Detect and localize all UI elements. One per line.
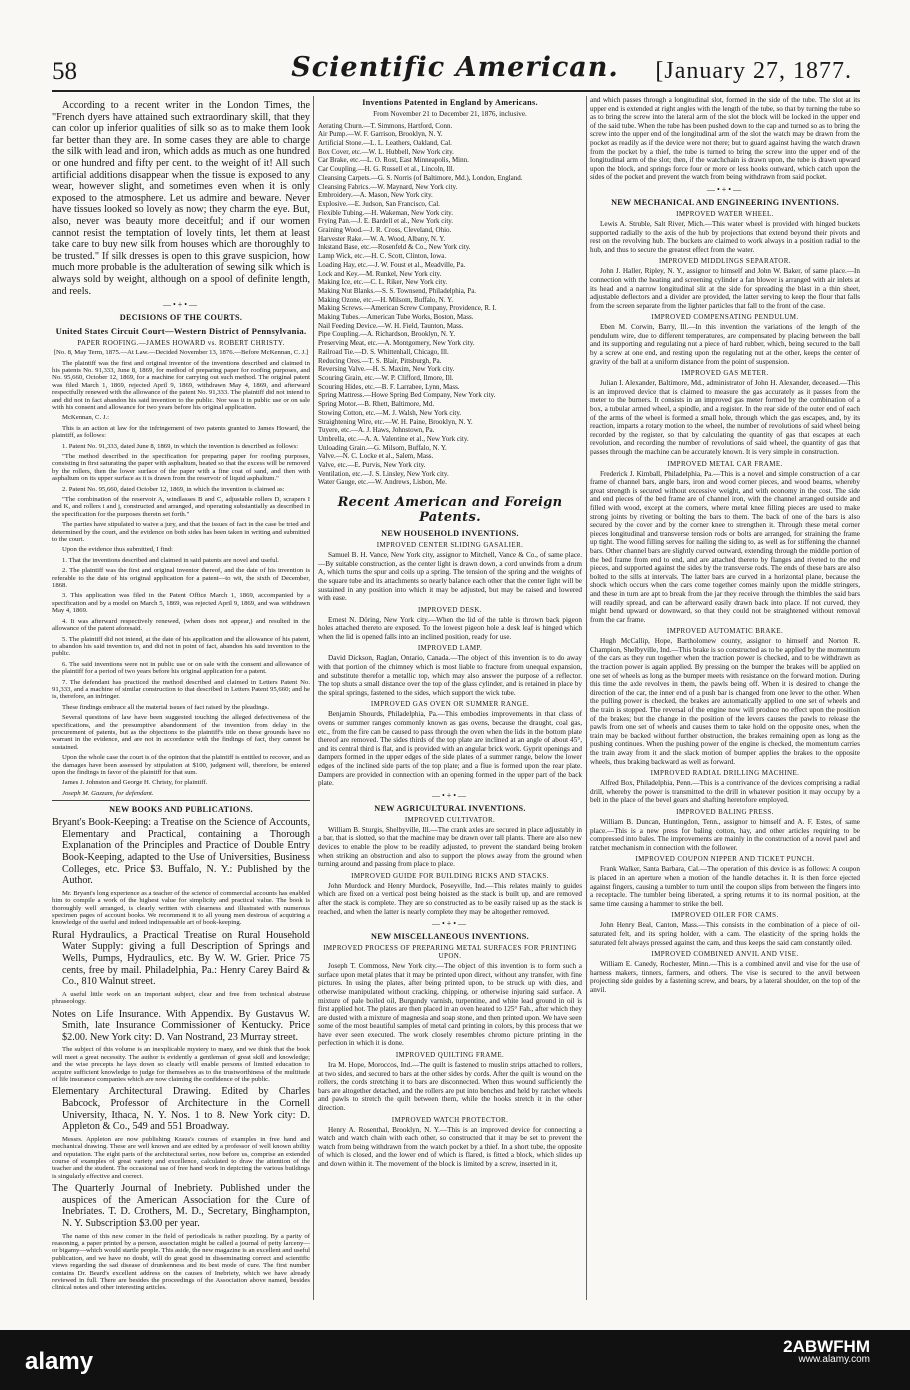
case-body (52, 360, 310, 798)
miscellaneous-heading: NEW MISCELLANEOUS INVENTIONS. (370, 932, 529, 942)
book-review: Mr. Bryant's long experience as a teacher of the science of commercial accounts has enabled him to compile a work of the highest value for simplicity and practical value. The book is thoroughly well arranged, is clearly written with clearness and illustrated with numerous specimen pages of account books. We recommend it to all young men desirous of acquiring a knowledge of the useful and indeed indispensable art of book-keeping. (52, 889, 310, 927)
case-paragraph: James J. Johnston and George H. Christy, for plaintiff. (62, 779, 208, 787)
patent-entry: Water Gauge, etc.—W. Andrews, Lisbon, Me. (318, 478, 447, 487)
invention-title: IMPROVED METAL CAR FRAME. (667, 459, 783, 468)
invention-title: IMPROVED WATER WHEEL. (676, 209, 774, 218)
issue-date: [January 27, 1877. (655, 58, 852, 84)
case-paragraph: 6. The said inventions were not in public use or on sale with the consent and allowance of the plaintiff for a period of two years before his original application for a patent. (52, 660, 310, 676)
patent-entry: Box Cover, etc.—W. L. Hubbell, New York city. (318, 147, 454, 156)
invention-text: Eben M. Corwin, Barry, Ill.—In this invention the variations of the length of the pendulum wire, due to different temperatures, are compensated by placing between the ball and its supporting and regulating nut a piece of hard rubber, which, being secured to the ball by a screw at one end, and resting upon the regulating nut at the other, keeps the center of gravity of the ball at a uniform distance from the point of suspension. (590, 323, 860, 366)
header-rule (52, 90, 860, 92)
case-paragraph: 5. The plaintiff did not intend, at the date of his application and the allowance of his patent, to abandon his said invention to, and did not in point of fact, abandon his said invention to the public. (52, 635, 310, 658)
alamy-logo: alamy (25, 1348, 94, 1375)
invention-text: Alfred Box, Philadelphia, Penn.—This is a contrivance of the devices comprising a radial drill, whereby the power is transmitted to the drill in whatever position it may occupy by a belt in the place of the bevel gears and shafting heretofore employed. (590, 779, 860, 805)
invention-title: IMPROVED AUTOMATIC BRAKE. (666, 627, 784, 636)
invention-title: IMPROVED GAS METER. (681, 369, 769, 378)
ornament-divider: —•+•— (431, 790, 469, 800)
case-paragraph: The plaintiff was the first and original inventor of the inventions described and claimed in his patents No. 91,333, June 8, 1869, for method of preparing paper for roofing purposes, and No. 95,660, October 12, 1869, for a machine for carrying out such method. The original patent was filed March 1, 1869, rejected April 9, 1869, withdrawn May 4, 1869, and afterward respectfully renewed with the allowance of the patent No. 91,333. The plaintiff did not intend to and did not in fact abandon his said invention to the public. Nor was it in public use or on sale with his consent and allowance for two years before his original application. (52, 359, 310, 411)
case-paragraph: Several questions of law have been suggested touching the alleged defectiveness of the specifications, and the presumptive abandonment of the invention from delay in the procurement of patents, but as the objections to the plaintiff's title on these grounds have no warrant in the evidence, and are not in accordance with the findings of fact, they cannot be sustained. (52, 714, 310, 751)
column-1 (52, 96, 310, 1304)
invention-text: Hugh McCallip, Hope, Bartholomew county, assignor to himself and Norton R. Champion, Shelbyville, Ind.—This brake is so constructed as to be applied by the momentum of the cars as they run together when the traction power is checked, and to be withdrawn as the traction power is again applied. By pressing on the bumper the brakes will be applied on one set of wheels as long as the bumper meets with resistance on the forward motion. During this time the axle revolves in them, the pawls being off. When it is desired to change the direction of the car, the inner end of a push bar is changed from one lever to the other. When the pulling power is checked, the brakes are automatically applied to one set of wheels and the train is stopped. The reversal of the engine now will produce no effect upon the position of the brakes; but the change in the position of the levers causes the pawls to release the pawls from one set of wheels and causes them to take hold on the opposite ones, when the train may be backed without further obstruction, the brakes remaining open as long as the pushing continues. When the pushing power of the engine is checked, the momentum carries the train away from it and the slack motion of bumper applies the brakes to the opposite wheels, thus braking backward as well as forward. (590, 637, 860, 766)
invention-title: IMPROVED GUIDE FOR BUILDING RICKS AND STACKS. (351, 871, 549, 880)
patent-entry: Straightening Wire, etc.—W. H. Paine, Brooklyn, N. Y. (318, 417, 473, 426)
alamy-watermark-bar (0, 1330, 910, 1390)
invention-title: IMPROVED OILER FOR CAMS. (671, 911, 779, 920)
invention-text: Joseph T. Commoss, New York city.—The object of this invention is to form such a surface upon metal plates that it may be printed upon direct, without any transfer, with fine pictures. In using the plates, after being printed upon, to be struck up with dies, and otherwise manipulated without cracking, chipping, or otherwise injuring said surface. A mixture of pale boiled oil, Burgundy varnish, turpentine, and white lead ground in oil is first applied hot. The plates are then placed in an oven heated to 125° Fah., after which they are dusted with a mixture of magnesia and soap stone, and then printed upon. We have seen some of the most beautiful samples of metal card printing in colors, by this process that we have ever seen executed. The work closely resembles chromo picture printing in the perfection in which it is done. (318, 962, 582, 1048)
column-divider (313, 96, 314, 1300)
book-review: Messrs. Appleton are now publishing Kraus's courses of examples in free hand and mechanical drawing. These are well known and are edited by a professor of well known ability and reputation. The eight parts of the architectural series, now before us, comprise an extended course of examples of great variety and excellence, calculated to draw the attention of the teacher and the student. The occasional use of free hand work in depicting the various buildings is singularly effective and correct. (52, 1135, 310, 1180)
invention-title: IMPROVED QUILTING FRAME. (395, 1051, 505, 1060)
book-title: Notes on Life Insurance. With Appendix. By Gustavus W. Smith, late Insurance Commissioner of Kentucky. Price $2.00. New York city: D. Van Nostrand, 23 Murray street. (52, 1008, 310, 1043)
invention-title: IMPROVED GAS OVEN OR SUMMER RANGE. (370, 700, 530, 709)
patent-entry: Ventilation, etc.—J. S. Linsley, New York city. (318, 469, 449, 478)
patent-entry: Making Tubes.—American Tube Works, Boston, Mass. (318, 313, 474, 322)
case-paragraph: The parties have stipulated to waive a jury, and that the issues of fact in the case be tried and determined by the court, and the evidence on both sides has been taken in writing and submitted to the court. (52, 521, 310, 544)
invention-text: Samuel B. H. Vance, New York city, assignor to Mitchell, Vance & Co., of same place.—By suitable construction, as the center light is drawn down, a cord unwinds from a drum A, which turns the spur and coils up a spring. The tension of the spring and the weights of the square tube and its attachments so nearly balance each other that the center light will be sustained in any position into which it may be adjusted, but may be raised and lowered with ease. (318, 551, 582, 603)
case-paragraph: 7. The defendant has practiced the method described and claimed in Letters Patent No. 91,333, and a machine of similar construction to that described in Letters Patent 95,660; and he is, therefore, an infringer. (52, 678, 310, 701)
invention-text: William B. Sturgis, Shelbyville, Ill.—The crank axles are secured in place adjustably in a bar, that is slotted, so that the machine may be drawn over tall plants. There are also new devices to enable the plow to be readily adjusted, to prevent the standard being broken when striking an obstruction and also to support the plows away from the ground when turning around and passing from place to place. (318, 825, 582, 869)
invention-text: Benjamin Shourds, Philadelphia, Pa.—This embodies improvements in that class of ovens or summer ranges commonly known as gas ovens, because the draught, coal gas, etc., from the fire can be caused to pass through the oven when the lids in the bottom plate thereof are removed. The sides thirds of the top plate are inclined at an angle of about 45°, and its central third is flat, and is provided with an angular brick work. Gyprit openings and dampers formed in the upper edges of the side plates of a summer range, below the lower edges of the inclined side parts of the top plate; and a flue is formed upon the rear plate. Dampers are provided in connection with an opening formed in the upper part of the back plate. (318, 710, 582, 788)
invention-text: Frank Walker, Santa Barbara, Cal.—The operation of this device is as follows: A coupon is placed in an aperture when a motion of the handle detaches it. It is then force ejected against fingers, causing a tumbler to turn until the coupon slips from between the fingers into a receptacle. The tumbler being liberated, a spring returns it to its normal position, at the same time causing a hammer to strike the bell. (590, 865, 860, 908)
book-review: The name of this new comer in the field of periodicals is rather puzzling. By a parity of reasoning, a paper printed by a person, association might be called a journal of petty larceny—or bigamy—which would startle people. This aside, the new magazine is an excellent and useful publication, and we have no doubt, will do great good in disseminating correct and scientific views regarding the sad disease of drunkenness and its best mode of cure. The first number contains Dr. Beard's excellent address on the causes of Inebriety, which we have already reviewed in full. There are besides the proceedings of the Association above named, besides clinical notes and other interesting articles. (52, 1232, 310, 1292)
patent-entry: Umbrella, etc.—A. A. Valentine et al., New York city. (318, 434, 469, 443)
patent-entry: Preserving Meat, etc.—A. Montgomery, New York city. (318, 339, 475, 348)
masthead-title: Scientific American. (291, 52, 619, 83)
patent-entry: Making Ice, etc.—C. L. Riker, New York city. (318, 278, 448, 287)
patent-entry: Harvester Rake.—W. A. Wood, Albany, N. Y. (318, 234, 446, 243)
case-term: [No. 8, May Term, 1875.—At Law.—Decided November 13, 1876.—Before McKennan, C. J.] (53, 349, 309, 357)
invention-title: IMPROVED RADIAL DRILLING MACHINE. (650, 769, 800, 778)
invention-title: IMPROVED LAMP. (417, 644, 483, 653)
invention-text: John Henry Beal, Canton, Mass.—This consists in the combination of a piece of oil-saturated felt, and its spring holder, with a cam. The elasticity of the spring holds the saturated felt always pressed against the cam, and thus keeps the said cam constantly oiled. (590, 921, 860, 947)
patent-entry: Embroidery.—A. Mason, New York city. (318, 191, 433, 200)
invention-title: IMPROVED DESK. (418, 605, 482, 614)
recent-patents-heading: Recent American and Foreign Patents. (337, 495, 563, 526)
case-paragraph: "The method described in the specification for preparing paper for roofing purposes, consisting in first saturating the paper with asphaltum, heated so that the excess will be removed by the rollers, then the lower surface of the paper with a fine coat of sand, and then with asphaltum on its upper surface as it is drawn from the reservoir of liquid asphaltum." (52, 452, 310, 483)
invention-title: IMPROVED MIDDLINGS SEPARATOR. (659, 257, 791, 266)
patent-list (318, 122, 582, 488)
column-divider (586, 96, 587, 1300)
page-number: 58 (52, 58, 77, 85)
patent-entry: Making Screws.—American Screw Company, Providence, R. I. (318, 304, 497, 313)
case-paragraph: 2. Patent No. 95,660, dated October 12, 1869, in which the invention is claimed as: (62, 485, 285, 493)
invention-text: John Murdock and Henry Murdock, Poseyville, Ind.—This relates mainly to guides which are fixed on a vertical post being hoisted as the stack is built up, and are removed after the stack is complete. They are so constructed as to be easily raised up as the stack is reached, and when the latter is nearly complete they may be altogether removed. (318, 881, 582, 916)
book-title: Elementary Architectural Drawing. Edited by Charles Babcock, Professor of Architecture in the Cornell University, Ithaca, N. Y. Nos. 1 to 8. New York city: D. Appleton & Co., 549 and 551 Broadway. (52, 1086, 310, 1133)
mechanical-heading: NEW MECHANICAL AND ENGINEERING INVENTIONS. (611, 197, 839, 207)
continued-text: and which passes through a longitudinal slot, formed in the side of the tube. The slot at its upper end is extended at right angles with the length of the tube, so that by turning the tube so as to bring the screw into the lateral arm of the slot the block will be locked in the upper end of the said tube. When the tube has been pushed down to the cap and turned so as to bring the screw into the upper end of the longitudinal arm of the slot the watch may be drawn from the pocket as readily as if the device were not there; but to guard against having the watch drawn from the pocket by a thief, the tube is turned to bring the screw into the upper end of the longitudinal arm of the slot; then, if the watchchain is drawn upon, the tube is drawn upward upon the block, and springs force four or more or less hooks outward, which catch upon the sides of the pocket and prevent the watch from being withdrawn from said pocket. (590, 96, 860, 182)
patent-entry: Loading Hay, etc.—J. W. Foust et al., Meadville, Pa. (318, 260, 466, 269)
patent-entry: Cleansing Fabrics.—W. Maynard, New York city. (318, 182, 458, 191)
case-paragraph: 1. That the inventions described and claimed in said patents are novel and useful. (62, 556, 279, 564)
patent-entry: Lamp Wick, etc.—H. C. Scott, Clinton, Iowa. (318, 252, 447, 261)
case-paragraph: These findings embrace all the material issues of fact raised by the pleadings. (62, 703, 270, 711)
patent-entry: Frying Pan.—J. E. Bardell et al., New York city. (318, 217, 454, 226)
image-id: 2ABWFHM (783, 1337, 870, 1356)
patent-entry: Car Brake, etc.—L. O. Rost, East Minneapolis, Minn. (318, 156, 469, 165)
decisions-heading: DECISIONS OF THE COURTS. (119, 313, 243, 323)
patent-entry: Cleansing Carpets.—G. S. Norris (of Baltimore, Md.), London, England. (318, 173, 523, 182)
book-review: A useful little work on an important subject, clear and free from technical abstruse phraseology. (52, 990, 310, 1006)
patent-entry: Flexible Tubing.—H. Wakeman, New York city. (318, 208, 453, 217)
case-paragraph: 2. The plaintiff was the first and original inventor thereof, and the date of his invention is referable to the date of his original application for a patent—to wit, the sixth of December, 1868. (52, 567, 310, 590)
silk-article: According to a recent writer in the London Times, the "French dyers have attained such extraordinary skill, that they can color up inferior qualities of silk so as to make them look far better than they are. In some cases they are able to charge the silk with lead and iron, which adds as much as one hundred or one hundred and fifty per cent. to the weight of it! All such artificial additions disappear when the tissue is exposed to any wear, however slight, and sometimes even when it is only exposed to the atmosphere. Let us admire and beware. Never have tissues looked so lovely as now; they charm the eye. But, also, never was beauty more deceitful; and if our women cannot resist the temptation of lovely tints, let them at least take care to buy new silk from houses which are thoroughly to be trusted." If silk dresses is open to this grave suspicion, how much more probable is the adulteration of sewing silk which is always sold by weight, although on a spool of definite length, and reels. (52, 100, 310, 297)
patent-entry: Inkstand Base, etc.—Rosenfeld & Co., New York city. (318, 243, 471, 252)
case-paragraph: 1. Patent No. 91,333, dated June 8, 1869, in which the invention is described as follows: (62, 442, 299, 450)
column-2 (318, 96, 582, 1304)
patents-dates: From November 21 to December 21, 1876, inclusive. (373, 110, 527, 118)
invention-title: IMPROVED COUPON NIPPER AND TICKET PUNCH. (635, 855, 815, 864)
patent-entry: Explosive.—E. Judson, San Francisco, Cal. (318, 199, 440, 208)
book-title: Rural Hydraulics, a Practical Treatise on Rural Household Water Supply: giving a full Description of Springs and Wells, Pumps, Hydraulics, etc. By W. W. Grier. Price 75 cents, free by mail. Philadelphia, Pa.: Henry Carey Baird & Co., 810 Walnut street. (52, 929, 310, 988)
case-paragraph: Upon the whole case the court is of the opinion that the plaintiff is entitled to recover, and as the damages have been assessed by stipulation at $100, judgment will, therefore, be entered upon the findings in favor of the plaintiff for that sum. (52, 754, 310, 776)
invention-text: Frederick J. Kimball, Philadelphia, Pa.—This is a novel and simple construction of a car frame of channel bars, angle bars, iron and wood corner pieces, and wood beams, whereby great strength is secured without excessive weight, and with economy in the cost. The side and end pieces of the bed frame are of channel iron, with the channel arranged outside and filled with wood, except at the corners, where metal knee filling pieces are used to make strong joints by riveting or bolting the bars to them. The back of one of the bars is also secured by the cover and by the corner knee to strengthen it. Through these metal corner pieces longitudinal and transverse tension rods or bolts are arranged, for straining the frame up tight. The wood filling serves for nailing the siding to, as well as for stiffening the channel bars. Other channel bars are slightly curved outward, extending through the middle portion of the bed frame from end to end, and are attached thereto by flanges and riveted to the end pieces, and supported against the sides by the transverse rods. The ends of these bars are also bolted to the sills at intervals. The latter bars are curved in a horizontal plane, because the shock which occurs when the cars come together comes mainly upon the middle stringers, and these in turn are apt to break from the jar they receive through the thimbles the said bars will readily spread, and can be afterward easily drawn back into place. If not curved, they might bend upward or downward, so that they could not be straightened without removal from the car frame. (590, 469, 860, 624)
patent-entry: Aerating Churn.—T. Simmons, Hartford, Conn. (318, 121, 453, 130)
ornament-divider: —•+•— (431, 919, 469, 929)
invention-text: Julian I. Alexander, Baltimore, Md., administrator of John H. Alexander, deceased.—This is an improved device that is claimed to measure the gas accurately as it passes from the meter to the burners. It consists in an improved gas meter formed by the combination of a box, a tubular armed wheel, a spindle, and a register. In the rear side of the outer end of each of the arms of the wheel is formed a small hole, through which the gas escapes, and, by its reaction, imparts a rotary motion to the wheel, the number of revolutions of said wheel being recorded by the register, so that by calculating the quantity of gas that escapes at each revolution, and recording the number of revolutions of said wheel, the quantity of gas that passes through the machine can be accurately known. It is very simple in construction. (590, 379, 860, 456)
ornament-divider: —•+•— (162, 300, 200, 310)
site-url: www.alamy.com (798, 1354, 870, 1365)
patent-entry: Reversing Valve.—H. S. Maxim, New York city. (318, 365, 455, 374)
patent-entry: Making Nut Blanks.—S. S. Townsend, Philadelphia, Pa. (318, 286, 477, 295)
case-paragraph: This is an action at law for the infringement of two patents granted to James Howard, the plaintiff, as follows: (52, 424, 310, 440)
agricultural-heading: NEW AGRICULTURAL INVENTIONS. (374, 803, 526, 813)
invention-title: IMPROVED BALING PRESS. (676, 807, 774, 816)
patent-entry: Pipe Coupling.—A. Richardson, Brooklyn, N. Y. (318, 330, 456, 339)
patent-entry: Graining Wood.—J. R. Cross, Cleveland, Ohio. (318, 226, 452, 235)
patent-entry: Spring Mattress.—Howe Spring Bed Company, New York city. (318, 391, 496, 400)
case-paragraph: McKennan, C. J.: (62, 414, 109, 422)
invention-text: Henry A. Rosenthal, Brooklyn, N. Y.—This is an improved device for connecting a watch and watch chain with each other, so constructed that it may be set to prevent the watch from being withdrawn from the watch pocket by a thief. In a short tube, the opposite of which is closed, and the lower end of which is flared, is fitted a block, which slides up and down within it. The movement of the block is limited by a screw, inserted in it, (318, 1125, 582, 1168)
watermark-info (783, 1337, 870, 1366)
patent-entry: Tuyere, etc.—A. J. Haws, Johnstown, Pa. (318, 426, 435, 435)
patents-england-heading: Inventions Patented in England by Americans. (362, 98, 538, 107)
court-name: United States Circuit Court—Western District of Pennsylvania. (55, 326, 307, 337)
book-title: Bryant's Book-Keeping: a Treatise on the Science of Accounts, Elementary and Practical, containing a Thorough Explanation of the Principles and Practice of Double Entry Book-Keeping, adapted to the Use of Universities, Business Colleges, etc. Price $3. Buffalo, N. Y.: Published by the Author. (52, 817, 310, 887)
patent-entry: Lock and Key.—M. Runkel, New York city. (318, 269, 442, 278)
patent-entry: Air Pump.—W. F. Garrison, Brooklyn, N. Y. (318, 130, 443, 139)
patent-entry: Reducing Ores.—T. S. Blair, Pittsburgh, Pa. (318, 356, 442, 365)
invention-title: IMPROVED COMPENSATING PENDULUM. (651, 313, 799, 322)
patent-entry: Scouring Hides, etc.—B. F. Larrabee, Lynn, Mass. (318, 382, 460, 391)
patent-entry: Valve, etc.—E. Purvis, New York city. (318, 461, 426, 470)
case-title: PAPER ROOFING.—JAMES HOWARD vs. ROBERT CHRISTY. (77, 339, 285, 348)
invention-text: William E. Canedy, Rochester, Minn.—This is a combined anvil and vise for the use of harness makers, tinners, farmers, and others. The vise is secured to the anvil between projecting side guides by a fastening screw, and bears, by a lateral shoulder, on the top of the anvil. (590, 960, 860, 994)
patent-entry: Car Coupling.—H. G. Russell et al., Lincoln, Ill. (318, 165, 455, 174)
patent-entry: Making Ozone, etc.—H. Milsom, Buffalo, N. Y. (318, 295, 453, 304)
invention-title: IMPROVED COMBINED ANVIL AND VISE. (651, 950, 799, 959)
patent-entry: Artificial Stone.—L. L. Leathers, Oakland, Cal. (318, 139, 452, 147)
invention-text: Lewis A. Struble, Salt River, Mich.—This water wheel is provided with hinged buckets supported radially to the axis of the hub by projections that extend beyond their pivots and rest on the revolving hub. The buckets are claimed to work always in a position radial to the hub, and thus to secure the greatest effect from the water. (590, 219, 860, 254)
patent-entry: Valve.—N. C. Locke et al., Salem, Mass. (318, 452, 434, 461)
case-paragraph: "The combination of the reservoir A, windlasses B and C, adjustable rollers D, scrapers I and K, and rollers i and j, constructed and arranged, and operating substantially as described in the specification for the purposes therein set forth." (52, 496, 310, 518)
counsel-plaintiff: Joseph M. Gazzam, for defendant. (62, 789, 154, 797)
patent-entry: Nail Feeding Device.—W. H. Field, Taunton, Mass. (318, 321, 464, 330)
invention-title: IMPROVED WATCH PROTECTOR. (391, 1115, 509, 1124)
book-title: The Quarterly Journal of Inebriety. Published under the auspices of the American Association for the Cure of Inebriates. T. D. Crothers, M. D., Secretary, Binghampton, N. Y. Subscription $3.00 per year. (52, 1183, 310, 1229)
ornament-divider: —•+•— (706, 184, 744, 194)
invention-title: IMPROVED CULTIVATOR. (404, 815, 496, 824)
patent-entry: Spring Motor.—B. Rhett, Baltimore, Md. (318, 400, 435, 409)
invention-text: Ira M. Hope, Moroccos, Ind.—The quilt is fastened to muslin strips attached to rollers, at two sides, and secured to bars at the other sides by cords. After the quilt is wound on the rollers, the cords stretching it to bars are disconnected. When thus wound sufficiently the bars are altogether detached, and the rollers are put into benches and held by ratchet wheels and pawls to stretch the quilt between them, while the hooks stretch it in the other direction. (318, 1061, 582, 1113)
case-paragraph: Upon the evidence thus submitted, I find: (62, 546, 173, 554)
household-heading: NEW HOUSEHOLD INVENTIONS. (381, 529, 519, 539)
invention-text: David Dickson, Raglan, Ontario, Canada.—The object of this invention is to do away with that portion of the chimney which is most liable to fracture from unequal expansion, and substitute therefor a metallic top, which may also answer the purpose of a reflector. The top shuts a small distance over the top of the glass cylinder, and is retained in place by the spiral springs, fastened to the sides, which support the wick tube. (318, 654, 582, 697)
column-3 (590, 96, 860, 1304)
books-heading: NEW BOOKS AND PUBLICATIONS. (109, 805, 253, 815)
patent-entry: Unloading Grain.—G. Milsom, Buffalo, N. Y. (318, 443, 447, 452)
patent-entry: Railroad Tie.—D. S. Whittenhall, Chicago, Ill. (318, 347, 449, 356)
case-paragraph: 4. It was afterward respectively renewed, (when does not appear,) and resulted in the allowance of the patent aforesaid. (52, 617, 310, 633)
patent-entry: Scouring Grain, etc.—W. P. Clifford, Ilmore, Ill. (318, 373, 454, 382)
case-paragraph: 3. This application was filed in the Patent Office March 1, 1869, accompanied by a specification and by a model on March 5, 1869, was rejected April 9, 1869, and was withdrawn May 4, 1869. (52, 592, 310, 615)
invention-title: IMPROVED PROCESS OF PREPARING METAL SURFACES FOR PRINTING UPON. (323, 944, 577, 961)
invention-text: William B. Duncan, Huntingdon, Tenn., assignor to himself and A. F. Estes, of same place.—This is a new press for baling cotton, hay, and other articles requiring to be compressed into bales. The improvements are mainly in the construction of a novel pawl and ratchet mechanism in connection with the follower. (590, 817, 860, 852)
invention-text: Ernest N. Döring, New York city.—When the lid of the table is thrown back pigeon holes attached thereto are exposed. To the lowest pigeon hole a desk leaf is hinged which when the lid is opened falls into an inclined position, ready for use. (318, 615, 582, 641)
invention-title: IMPROVED CENTER SLIDING GASALIER. (376, 541, 524, 550)
book-review: The subject of this volume is an inexplicable mystery to many, and we think that the book will meet a great necessity. The author is evidently a gentleman of great skill and knowledge; and the wise precepts he lays down so clearly will enable persons of limited education to acquire sufficient knowledge to judge for themselves as to the trustworthiness of the multitude of life insurance companies which are now claiming the confidence of the public. (52, 1046, 310, 1083)
invention-text: John J. Haller, Ripley, N. Y., assignor to himself and John W. Baker, of same place.—In connection with the heating and screening cylinder a fan blower is arranged with air inlets at its head and a narrow longitudinal slit at the side for spreading the blast in a thin sheet, adjustable deflectors and a divider are provided, the latter serving to keep the flour that falls from the screen separate from the lighter particles that fall to the front of the case. (590, 267, 860, 310)
patent-entry: Stowing Cotton, etc.—M. J. Walsh, New York city. (318, 408, 462, 417)
